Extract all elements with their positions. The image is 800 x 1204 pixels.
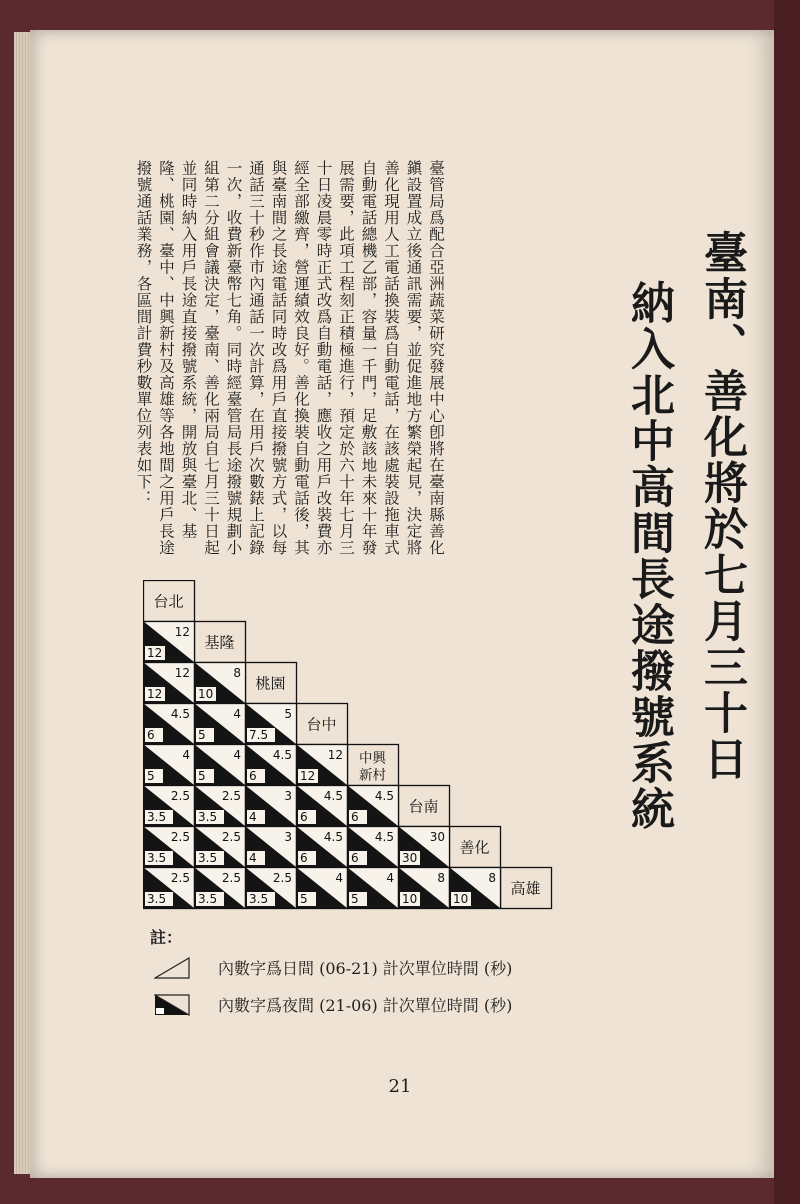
night-value: 10 — [453, 892, 469, 906]
day-value: 4.5 — [374, 789, 394, 803]
night-value: 5 — [351, 892, 359, 906]
station-label: 台北 — [153, 592, 184, 611]
station-label: 基隆 — [204, 633, 235, 652]
station-label: 中興 — [359, 750, 386, 767]
night-value: 10 — [198, 687, 214, 701]
night-value: 6 — [147, 728, 155, 742]
day-value: 4 — [233, 748, 241, 762]
night-value: 3.5 — [147, 851, 167, 865]
station-label: 台南 — [408, 797, 439, 816]
day-value: 3 — [284, 789, 292, 803]
night-value: 3.5 — [198, 851, 218, 865]
day-value: 8 — [437, 871, 445, 885]
day-value: 4.5 — [170, 707, 190, 721]
day-triangle-icon — [154, 957, 190, 979]
day-value: 2.5 — [221, 871, 241, 885]
article-body — [132, 160, 447, 570]
day-value: 4.5 — [374, 830, 394, 844]
night-value: 6 — [300, 851, 308, 865]
night-value: 5 — [147, 769, 155, 783]
station-label: 新村 — [359, 767, 386, 784]
legend-night-text: 內數字爲夜間 (21-06) 計次單位時間 (秒) — [218, 996, 513, 1015]
station-label: 桃園 — [255, 674, 286, 693]
night-value: 30 — [402, 851, 418, 865]
day-value: 2.5 — [170, 789, 190, 803]
station-label: 善化 — [459, 838, 490, 857]
tariff-triangle-table — [143, 580, 563, 910]
night-value: 3.5 — [147, 810, 167, 824]
day-value: 4 — [386, 871, 394, 885]
day-value: 4 — [335, 871, 343, 885]
night-value: 3.5 — [198, 892, 218, 906]
night-value: 7.5 — [249, 728, 269, 742]
day-value: 2.5 — [221, 830, 241, 844]
night-value: 4 — [249, 810, 257, 824]
night-value: 4 — [249, 851, 257, 865]
day-value: 8 — [488, 871, 496, 885]
night-value: 3.5 — [198, 810, 218, 824]
night-value: 12 — [147, 646, 163, 660]
night-value: 10 — [402, 892, 418, 906]
night-triangle-icon — [154, 994, 190, 1016]
night-value: 5 — [198, 728, 206, 742]
day-value: 2.5 — [221, 789, 241, 803]
night-value: 12 — [147, 687, 163, 701]
legend-day — [154, 956, 512, 979]
title-line-2: 納入北中高間長途撥號系統 — [623, 280, 674, 832]
day-value: 4.5 — [323, 789, 343, 803]
day-value: 4.5 — [272, 748, 292, 762]
notes-label: 註： — [150, 928, 183, 947]
day-value: 2.5 — [170, 871, 190, 885]
body-paragraph: 臺管局爲配合亞洲蔬菜研究發展中心卽將在臺南縣善化鎭設置成立後通訊需要，並促進地方繁榮起見，決定將善化現用人工電話換裝爲自動電話，在該處裝設拖車式自動電話總機乙部，容量一千門，足敷該地未來十年發展需要，此項工程刻正積極進行，預定於六十年七月三十日凌晨零時正式改爲自動電話，應收之用戶改裝費亦經全部繳齊，營運績效良好。善化換裝自動電話後，其與臺南間之長途電話同時改爲用戶直接撥號方式，以每通話三十秒作市內通話一次計算，在用戶次數錶上記錄一次，收費新臺幣七角。同時經臺管局長途撥號規劃小組第二分組會議決定，臺南、善化兩局自七月三十日起並同時納入用戶長途直接撥號系統，開放與臺北、基隆、桃園、臺中、中興新村及高雄等各地間之用戶長途撥號通話業務，各區間計費秒數單位列表如下： — [134, 160, 445, 556]
day-value: 12 — [327, 748, 343, 762]
day-value: 4 — [182, 748, 190, 762]
night-value: 3.5 — [249, 892, 269, 906]
day-value: 30 — [429, 830, 445, 844]
legend-notes — [150, 925, 512, 1016]
day-value: 4.5 — [323, 830, 343, 844]
night-value: 6 — [351, 810, 359, 824]
book-cover-edge — [774, 0, 800, 1204]
page-number: 21 — [388, 1076, 412, 1097]
day-value: 4 — [233, 707, 241, 721]
title-line-1: 臺南、善化將於七月三十日 — [696, 230, 747, 782]
day-value: 3 — [284, 830, 292, 844]
night-value: 5 — [300, 892, 308, 906]
station-label: 高雄 — [510, 879, 541, 898]
day-value: 2.5 — [272, 871, 292, 885]
night-value: 6 — [249, 769, 257, 783]
day-value: 5 — [284, 707, 292, 721]
night-value: 5 — [198, 769, 206, 783]
day-value: 12 — [174, 625, 190, 639]
night-value: 6 — [351, 851, 359, 865]
night-value: 6 — [300, 810, 308, 824]
night-value: 12 — [300, 769, 316, 783]
station-label: 台中 — [306, 715, 337, 734]
legend-day-text: 內數字爲日間 (06-21) 計次單位時間 (秒) — [218, 959, 513, 978]
legend-night — [154, 993, 512, 1016]
day-value: 8 — [233, 666, 241, 680]
day-value: 12 — [174, 666, 190, 680]
day-value: 2.5 — [170, 830, 190, 844]
night-value: 3.5 — [147, 892, 167, 906]
